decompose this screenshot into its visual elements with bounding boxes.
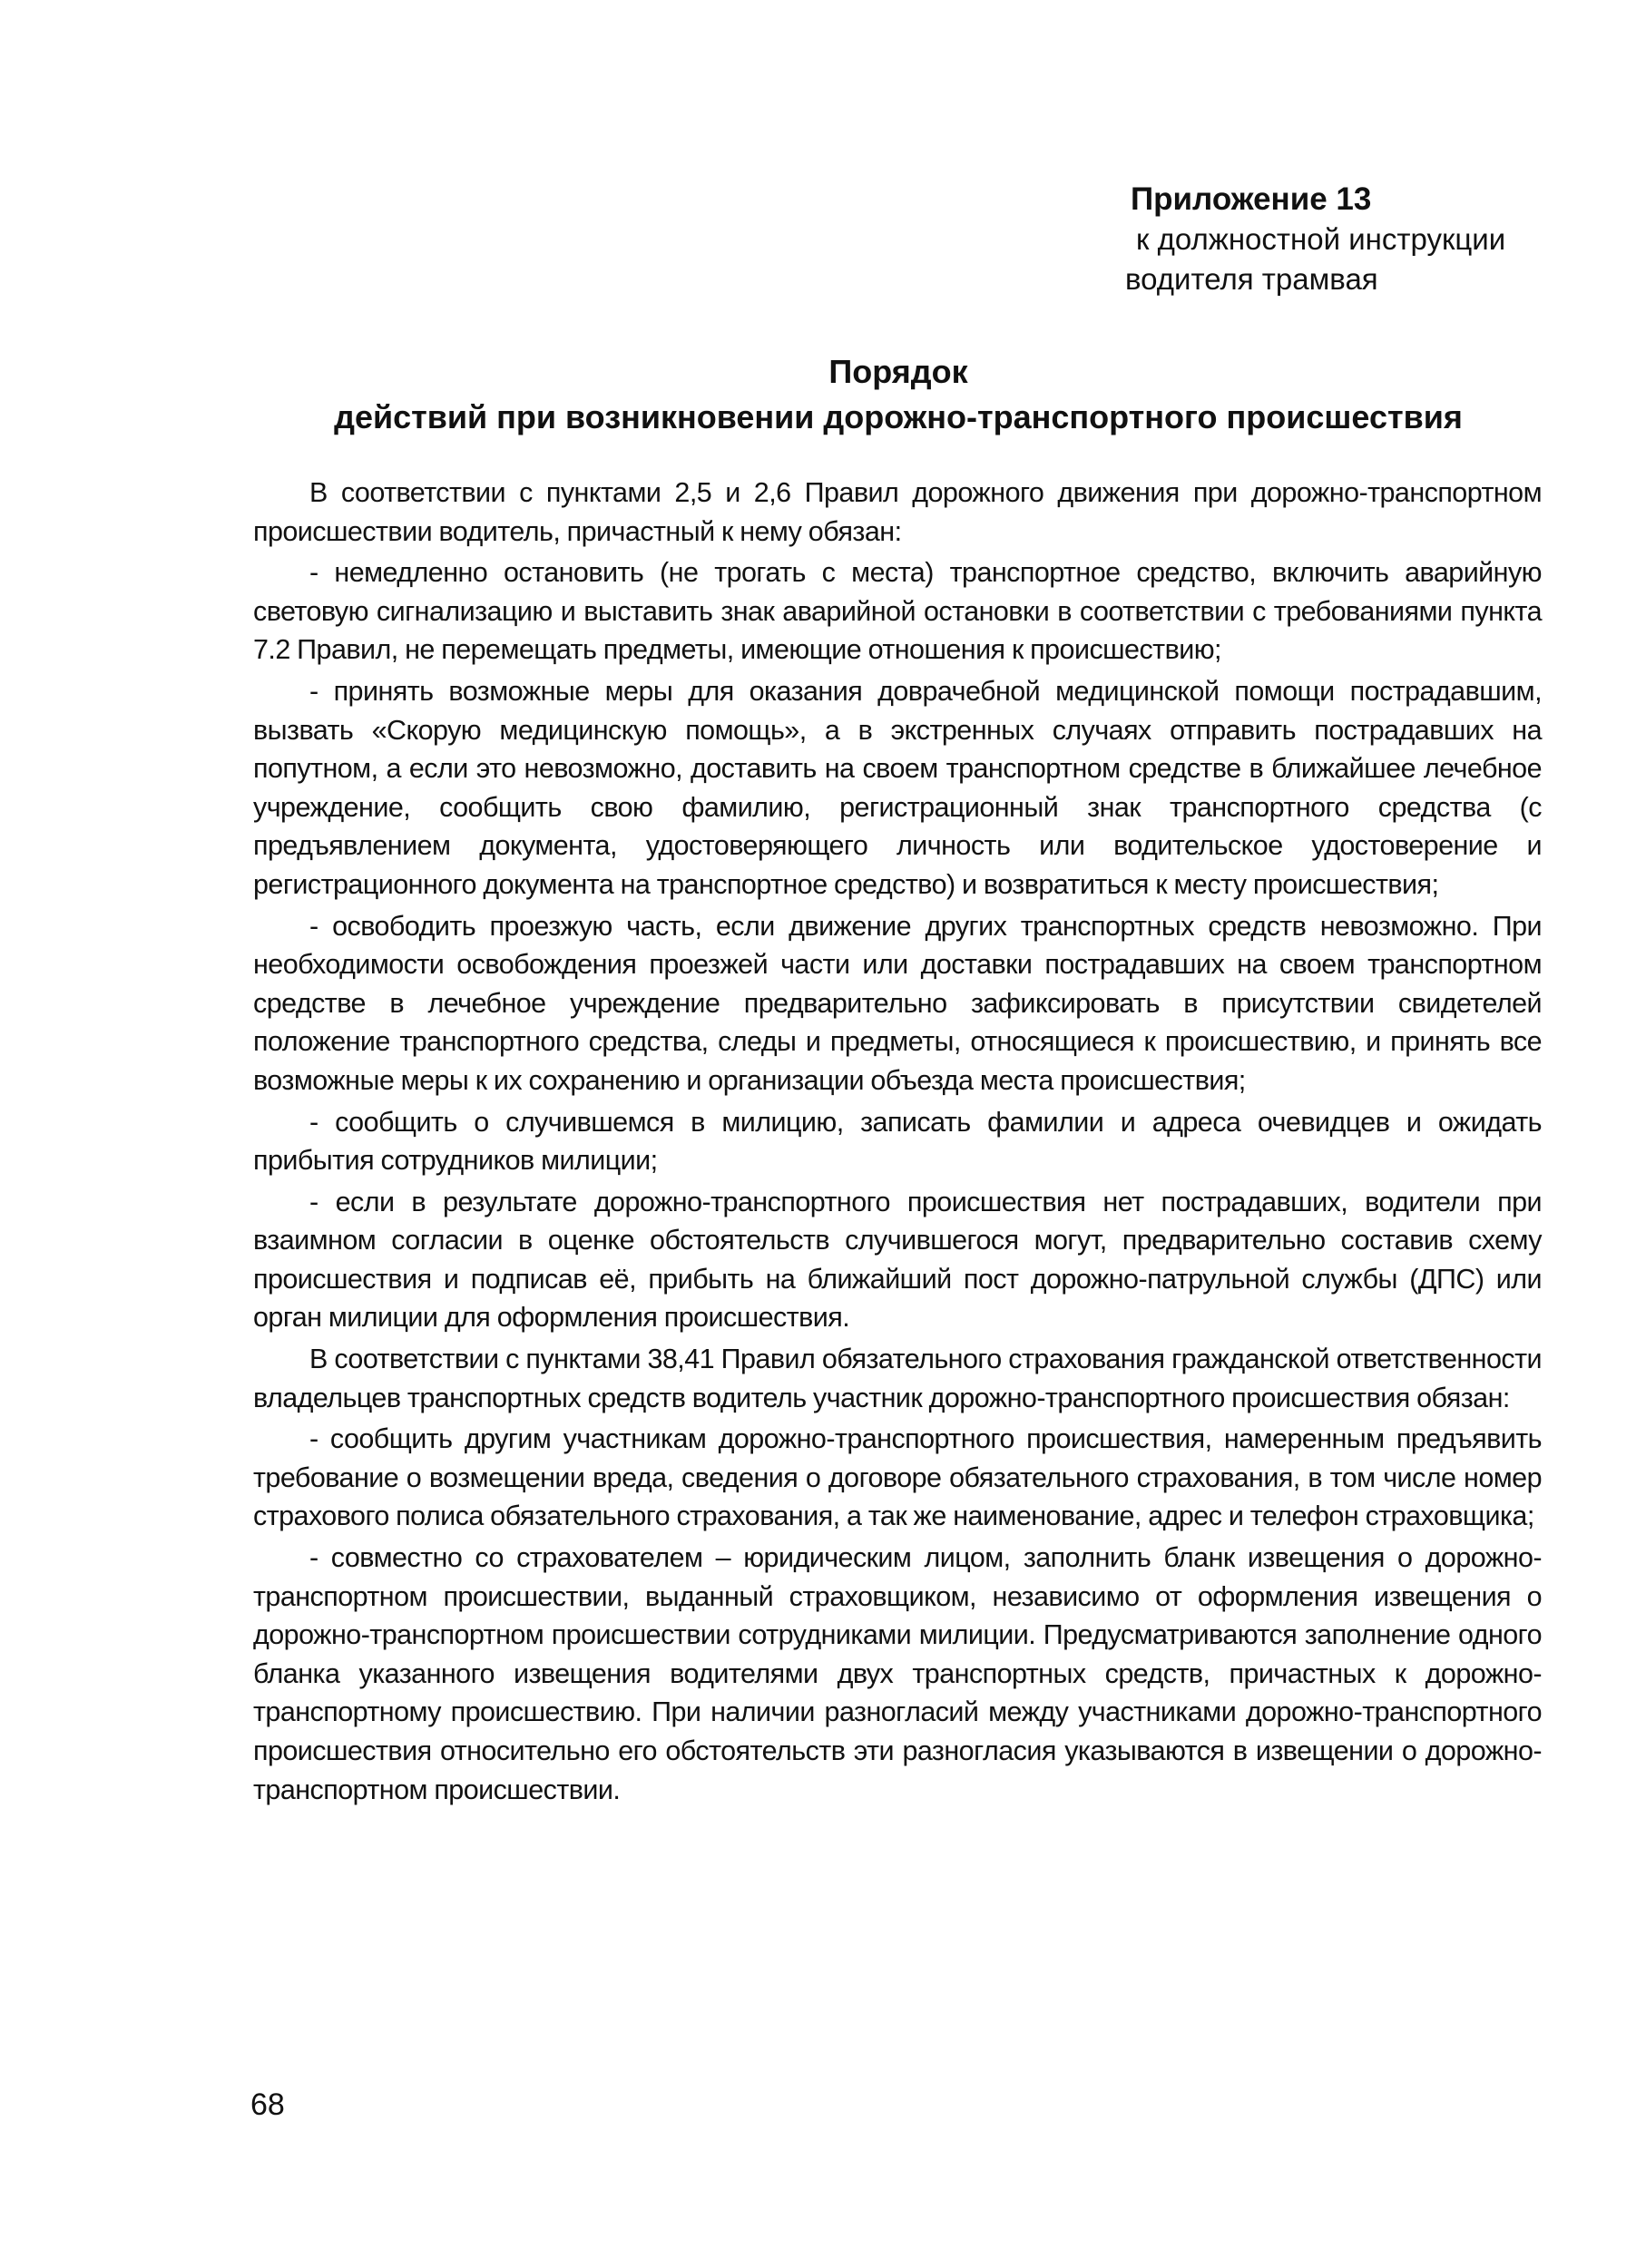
page-number: 68	[250, 2087, 285, 2122]
paragraph-item-notify-police: - сообщить о случившемся в милицию, записать фамилии и адреса очевидцев и ожидать прибытия сотрудников милиции;	[253, 1106, 1542, 1177]
document-body	[253, 474, 1542, 1812]
document-heading	[254, 349, 1543, 440]
paragraph-insurance-intro: В соответствии с пунктами 38,41 Правил обязательного страхования гражданской ответственности владельцев транспортных средств водитель участник дорожно-транспортного происшествия обязан:	[253, 1344, 1542, 1413]
paragraph-item-inform-participants: - сообщить другим участникам дорожно-транспортного происшествия, намеренным предъявить требование о возмещении вреда, сведения о договоре обязательного страхования, в том числе номер страхового полиса обязательного страхования, а так же наименование, адрес и телефон страховщика;	[253, 1423, 1542, 1532]
paragraph-item-stop-vehicle: - немедленно остановить (не трогать с места) транспортное средство, включить аварийную световую сигнализацию и выставить знак аварийной остановки в соответствии с требованиями пункта 7.2 Правил, не перемещать предметы, имеющие отношения к происшествию;	[253, 557, 1542, 666]
appendix-line-1: к должностной инструкции	[1136, 222, 1506, 256]
appendix-line-2: водителя трамвая	[1125, 262, 1378, 296]
appendix-title: Приложение 13	[1131, 181, 1372, 217]
appendix-header	[1125, 180, 1597, 299]
paragraph-item-no-injured: - если в результате дорожно-транспортного происшествия нет пострадавших, водители при взаимном согласии в оценке обстоятельств случившегося могут, предварительно составив схему происшествия и подписав её, прибыть на ближайший пост дорожно-патрульной службы (ДПС) или орган милиции для оформления происшествия.	[253, 1186, 1542, 1334]
heading-line-1: Порядок	[828, 353, 968, 390]
paragraph-item-first-aid: - принять возможные меры для оказания доврачебной медицинской помощи пострадавшим, вызвать «Скорую медицинскую помощь», а в экстренных случаях отправить пострадавших на попутном, а если это невозможно, доставить на своем транспортном средстве в ближайшее лечебное учреждение, сообщить свою фамилию, регистрационный знак транспортного средства (с предъявлением документа, удостоверяющего личность или водительское удостоверение и регистрационного документа на транспортное средство) и возвратиться к месту происшествия;	[253, 675, 1542, 900]
paragraph-intro: В соответствии с пунктами 2,5 и 2,6 Правил дорожного движения при дорожно-транспортном происшествии водитель, причастный к нему обязан:	[253, 477, 1542, 547]
paragraph-item-fill-notice: - совместно со страхователем – юридическим лицом, заполнить бланк извещения о дорожно-транспортном происшествии, выданный страховщиком, независимо от оформления извещения о дорожно-транспортном происшествии сотрудниками милиции. Предусматриваются заполнение одного бланка указанного извещения водителями двух транспортных средств, причастных к дорожно-транспортному происшествию. При наличии разногласий между участниками дорожно-транспортного происшествия относительно его обстоятельств эти разногласия указываются в извещении о дорожно-транспортном происшествии.	[253, 1542, 1542, 1805]
heading-line-2: действий при возникновении дорожно-транспортного происшествия	[334, 398, 1463, 435]
paragraph-item-clear-road: - освободить проезжую часть, если движение других транспортных средств невозможно. При необходимости освобождения проезжей части или доставки пострадавших на своем транспортном средстве в лечебное учреждение предварительно зафиксировать в присутствии свидетелей положение транспортного средства, следы и предметы, относящиеся к происшествию, и принять все возможные меры к их сохранению и организации объезда места происшествия;	[253, 910, 1542, 1096]
